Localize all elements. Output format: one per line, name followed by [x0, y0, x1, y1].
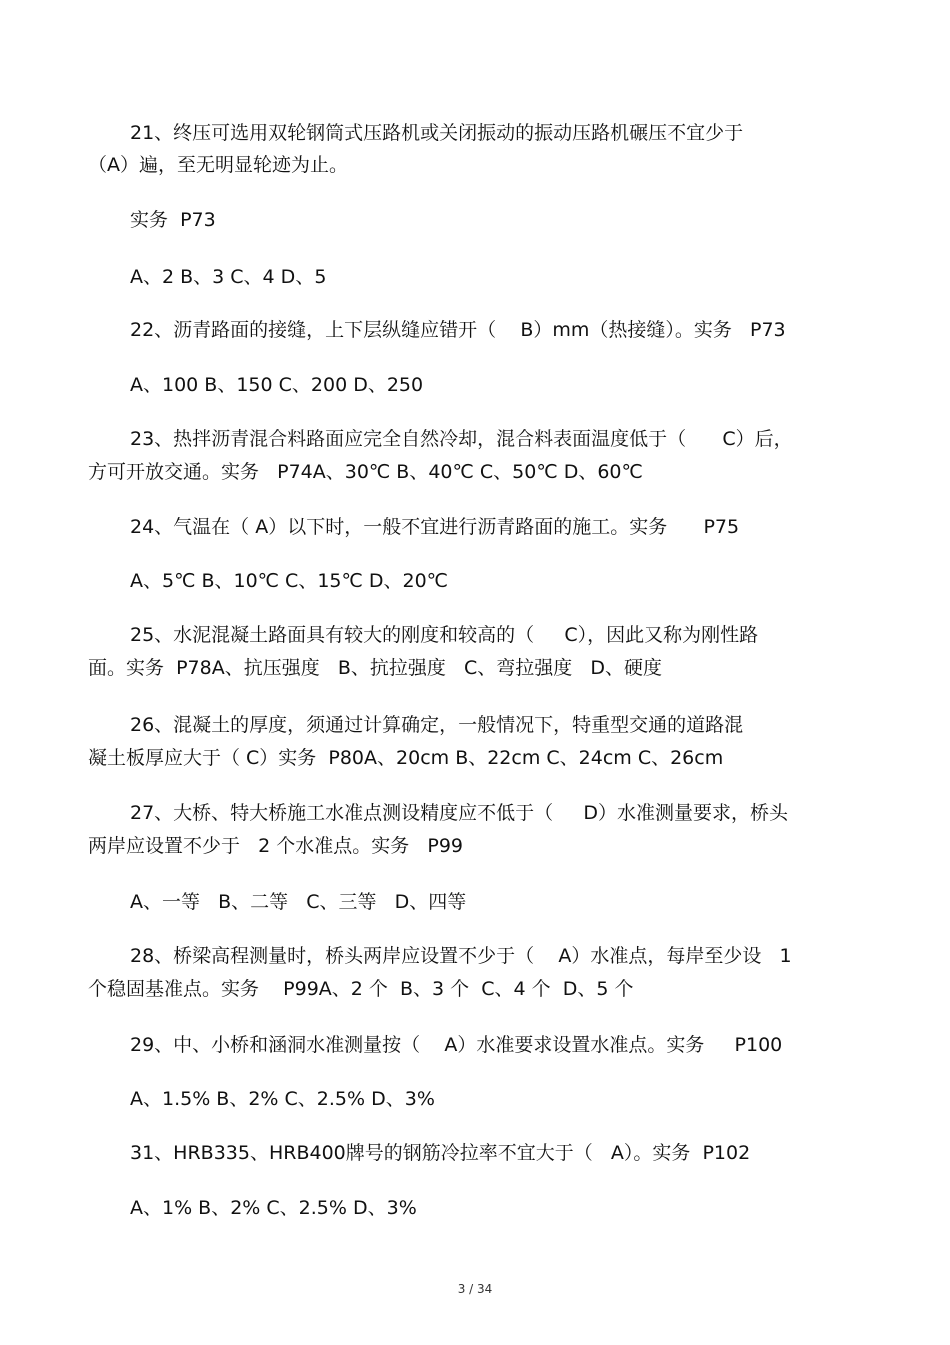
text-line: 21、终压可选用双轮钢筒式压路机或关闭振动的振动压路机碾压不宜少于 — [130, 122, 744, 144]
text-line: A、一等 B、二等 C、三等 D、四等 — [130, 891, 467, 913]
text-line: 25、水泥混凝土路面具有较大的刚度和较高的（ C），因此又称为刚性路 — [130, 624, 759, 646]
page-number: 3 / 34 — [457, 1282, 493, 1296]
text-line: 24、气温在（ A）以下时，一般不宜进行沥青路面的施工。实务 P75 — [130, 516, 740, 538]
text-line: A、1.5% B、2% C、2.5% D、3% — [130, 1088, 435, 1110]
text-line: A、5℃ B、10℃ C、15℃ D、20℃ — [130, 570, 449, 592]
text-line: A、100 B、150 C、200 D、250 — [130, 374, 424, 396]
text-line: 实务 P73 — [130, 209, 216, 231]
text-line: A、1% B、2% C、2.5% D、3% — [130, 1197, 417, 1219]
text-line: 方可开放交通。实务 P74A、30℃ B、40℃ C、50℃ D、60℃ — [88, 461, 643, 483]
text-line: 29、中、小桥和涵洞水准测量按（ A）水准要求设置水准点。实务 P100 — [130, 1034, 783, 1056]
text-line: 22、沥青路面的接缝，上下层纵缝应错开（ B）mm（热接缝）。实务 P73 — [130, 319, 786, 341]
text-line: 28、桥梁高程测量时，桥头两岸应设置不少于（ A）水准点，每岸至少设 1 — [130, 945, 792, 967]
text-line: 凝土板厚应大于（ C）实务 P80A、20cm B、22cm C、24cm C、26cm — [88, 747, 724, 769]
text-line: A、2 B、3 C、4 D、5 — [130, 266, 327, 288]
text-line: 31、HRB335、HRB400牌号的钢筋冷拉率不宜大于（ A）。实务 P102 — [130, 1142, 751, 1164]
text-line: 26、混凝土的厚度，须通过计算确定，一般情况下，特重型交通的道路混 — [130, 714, 744, 736]
text-line: 23、热拌沥青混合料路面应完全自然冷却，混合料表面温度低于（ C）后， — [130, 428, 793, 450]
text-line: 个稳固基准点。实务 P99A、2 个 B、3 个 C、4 个 D、5 个 — [88, 978, 634, 1000]
text-line: （A）遍，至无明显轮迹为止。 — [88, 154, 348, 176]
text-line: 面。实务 P78A、抗压强度 B、抗拉强度 C、弯拉强度 D、硬度 — [88, 657, 662, 679]
text-line: 两岸应设置不少于 2 个水准点。实务 P99 — [88, 835, 464, 857]
text-line: 27、大桥、特大桥施工水准点测设精度应不低于（ D）水准测量要求，桥头 — [130, 802, 789, 824]
